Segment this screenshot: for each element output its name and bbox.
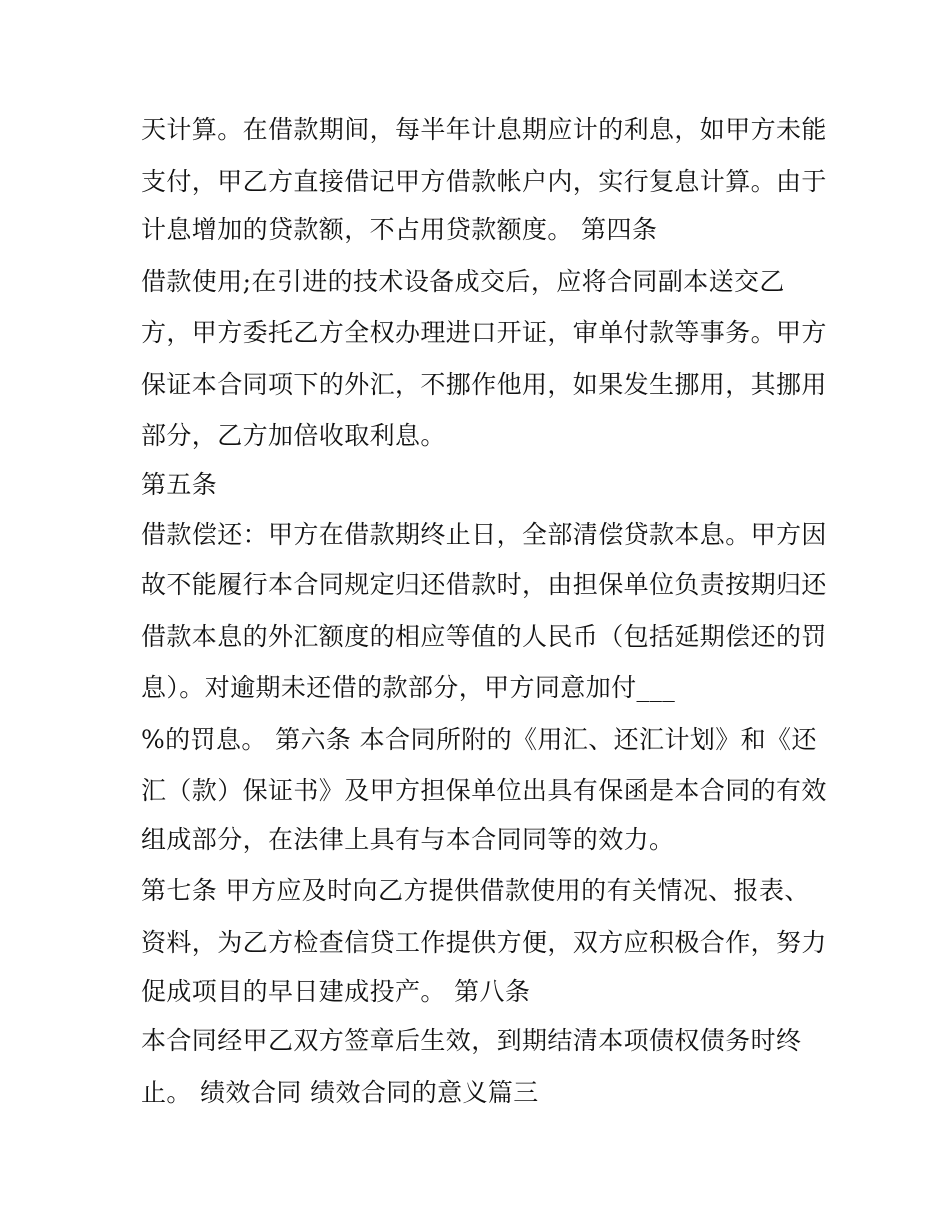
text-line: 止。 绩效合同 绩效合同的意义篇三 [141,1078,539,1107]
text-line: 组成部分，在法律上具有与本合同同等的效力。 [141,825,675,854]
text-line: 借款偿还：甲方在借款期终止日，全部清偿贷款本息。甲方因 [141,520,827,549]
text-line: 本合同经甲乙双方签章后生效，到期结清本项债权债务时终 [141,1026,802,1055]
text-line: 第七条 甲方应及时向乙方提供借款使用的有关情况、报表、 [141,876,810,905]
text-line: 资料，为乙方检查信贷工作提供方便，双方应积极合作，努力 [141,928,827,957]
text-line: 借款本息的外汇额度的相应等值的人民币（包括延期偿还的罚 [141,622,827,651]
text-line: 天计算。在借款期间，每半年计息期应计的利息，如甲方未能 [141,115,827,144]
text-line: 支付，甲乙方直接借记甲方借款帐户内，实行复息计算。由于 [141,167,827,196]
text-line: 促成项目的早日建成投产。 第八条 [141,977,531,1006]
text-line: 保证本合同项下的外汇，不挪作他用，如果发生挪用，其挪用 [141,370,827,399]
text-line: 方，甲方委托乙方全权办理进口开证，审单付款等事务。甲方 [141,318,827,347]
text-line: 故不能履行本合同规定归还借款时，由担保单位负责按期归还 [141,570,827,599]
text-line: 计息增加的贷款额，不占用贷款额度。 第四条 [141,215,658,244]
text-line: 息）。对逾期未还借的款部分，甲方同意加付___ [141,673,676,702]
text-line: %的罚息。 第六条 本合同所附的《用汇、还汇计划》和《还 [141,725,817,754]
text-line: 借款使用;在引进的技术设备成交后，应将合同副本送交乙 [141,267,785,296]
section-heading: 第五条 [141,470,218,499]
text-line: 汇（款）保证书》及甲方担保单位出具有保函是本合同的有效 [141,776,827,805]
text-line: 部分，乙方加倍收取利息。 [141,421,446,450]
